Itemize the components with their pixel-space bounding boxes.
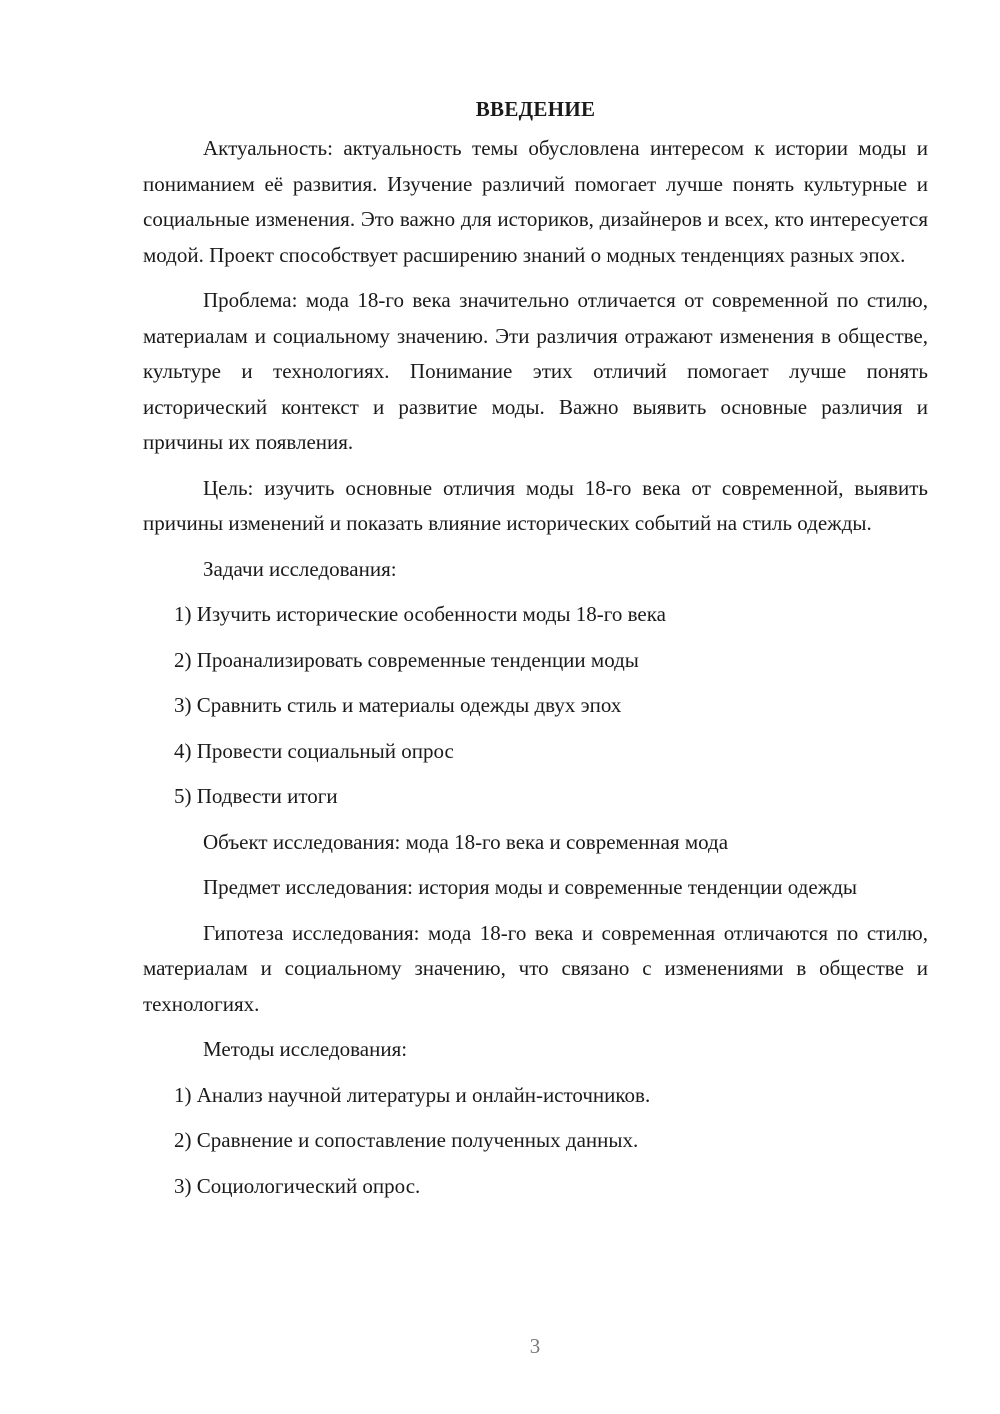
tasks-heading: Задачи исследования: (203, 556, 397, 581)
page-number: 3 (529, 1334, 541, 1358)
problem-paragraph: Проблема: мода 18-го века значительно отличается от современной по стилю, материалам и социальному значению. Эти различия отражают изменения в обществе, культуре и технологиях. Понимание этих отличий помогает лучше понять исторический контекст и развитие моды. Важно выявить основные различия и причины их появления. (143, 288, 928, 454)
task-item: 1) Изучить исторические особенности моды 18-го века (174, 602, 666, 626)
methods-list (143, 1078, 928, 1205)
task-item: 5) Подвести итоги (174, 784, 338, 808)
method-item: 2) Сравнение и сопоставление полученных данных. (174, 1128, 639, 1152)
section-title: ВВЕДЕНИЕ (475, 97, 596, 121)
goal-paragraph: Цель: изучить основные отличия моды 18-го века от современной, выявить причины изменений и показать влияние исторических событий на стиль одежды. (143, 475, 928, 535)
task-item: 2) Проанализировать современные тенденции моды (174, 647, 639, 672)
relevance-paragraph: Актуальность: актуальность темы обусловлена интересом к истории моды и пониманием её развития. Изучение различий помогает лучше понять культурные и социальные изменения. Это важно для историков, дизайнеров и всех, кто интересуется модой. Проект способствует расширению знаний о модных тенденциях разных эпох. (143, 136, 928, 267)
task-item: 3) Сравнить стиль и материалы одежды двух эпох (174, 693, 622, 717)
subject-paragraph: Предмет исследования: история моды и современные тенденции одежды (203, 875, 857, 899)
hypothesis-paragraph: Гипотеза исследования: мода 18-го века и современная отличаются по стилю, материалам и социальному значению, что связано с изменениями в обществе и технологиях. (143, 920, 928, 1016)
method-item: 3) Социологический опрос. (174, 1173, 421, 1198)
methods-heading: Методы исследования: (203, 1037, 408, 1061)
object-paragraph: Объект исследования: мода 18-го века и современная мода (203, 829, 729, 854)
tasks-list (143, 597, 928, 815)
task-item: 4) Провести социальный опрос (174, 738, 454, 763)
document-page (143, 92, 928, 1214)
method-item: 1) Анализ научной литературы и онлайн-источников. (174, 1082, 651, 1107)
